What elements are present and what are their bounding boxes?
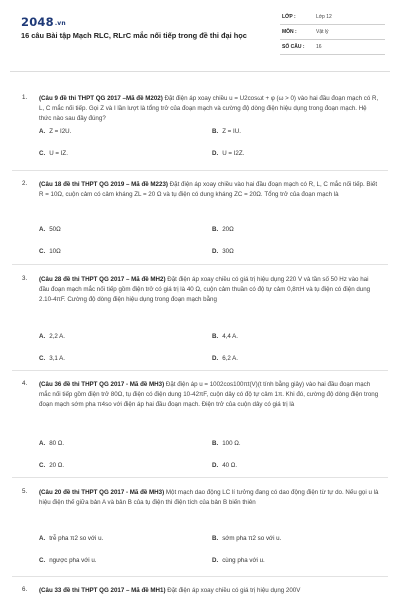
question-text bbox=[39, 586, 379, 596]
option-label: B. bbox=[212, 226, 219, 233]
option-text: 80 Ω. bbox=[49, 440, 65, 447]
option-text: Z = IU. bbox=[222, 128, 241, 135]
option-text: U = I2Z. bbox=[222, 150, 245, 157]
option-label: D. bbox=[212, 248, 219, 255]
option-text: 6,2 A. bbox=[222, 355, 239, 362]
question-number: 1. bbox=[22, 94, 28, 101]
option-label: C. bbox=[39, 355, 46, 362]
option-text: 40 Ω. bbox=[222, 462, 238, 469]
option-d[interactable] bbox=[212, 248, 234, 255]
option-label: A. bbox=[39, 226, 46, 233]
option-a[interactable] bbox=[39, 333, 65, 340]
option-text: U = IZ. bbox=[49, 150, 68, 157]
option-label: D. bbox=[212, 557, 219, 564]
question-number: 4. bbox=[22, 380, 28, 387]
question-source: (Câu 36 đề thi THPT QG 2017 - Mã đề MH3) bbox=[39, 381, 165, 388]
option-b[interactable] bbox=[212, 226, 234, 233]
option-label: A. bbox=[39, 535, 46, 542]
option-label: B. bbox=[212, 333, 219, 340]
option-label: B. bbox=[212, 128, 219, 135]
option-a[interactable] bbox=[39, 440, 64, 447]
site-logo[interactable] bbox=[21, 15, 66, 29]
meta-value: Lớp 12 bbox=[316, 14, 332, 20]
option-text: 100 Ω. bbox=[222, 440, 241, 447]
question-divider bbox=[12, 576, 388, 577]
option-label: A. bbox=[39, 440, 46, 447]
option-label: C. bbox=[39, 462, 46, 469]
option-c[interactable] bbox=[39, 248, 61, 255]
question-divider bbox=[12, 170, 388, 171]
option-a[interactable] bbox=[39, 535, 103, 542]
meta-label: LỚP : bbox=[282, 14, 296, 20]
question-source: (Câu 28 đề thi THPT QG 2017 – Mã đề MH2) bbox=[39, 276, 166, 283]
option-text: sớm pha π2 so với u. bbox=[222, 535, 282, 542]
page-header bbox=[0, 0, 400, 68]
meta-label: SỐ CÂU : bbox=[282, 44, 305, 50]
option-label: D. bbox=[212, 462, 219, 469]
option-text: 20Ω bbox=[222, 226, 234, 233]
question-text bbox=[39, 275, 379, 305]
option-label: A. bbox=[39, 128, 46, 135]
option-label: B. bbox=[212, 440, 219, 447]
question-body: Đặt điện áp xoay chiều vào hai đầu đoạn mạch có R, L, C mắc nối tiếp. Biết R = 10Ω, cuộn cảm có cảm kháng ZL = 20 Ω và tụ điện có dung kháng ZC = 20Ω. Tổng trở của đoạn mạch là bbox=[39, 181, 378, 198]
question-source: (Câu 9 đề thi THPT QG 2017 –Mã đề M202) bbox=[39, 95, 163, 102]
header-divider bbox=[10, 71, 390, 72]
option-b[interactable] bbox=[212, 440, 241, 447]
meta-table bbox=[280, 10, 385, 55]
option-label: D. bbox=[212, 150, 219, 157]
option-text: trễ pha π2 so với u. bbox=[49, 535, 104, 542]
option-label: A. bbox=[39, 333, 46, 340]
option-label: C. bbox=[39, 557, 46, 564]
question-text bbox=[39, 180, 379, 200]
question-source: (Câu 18 đề thi THPT QG 2019 – Mã đề M223) bbox=[39, 181, 168, 188]
question-body: Đặt điện áp xoay chiều có giá trị hiệu dụng 200V bbox=[165, 587, 301, 594]
question-text bbox=[39, 94, 379, 124]
option-c[interactable] bbox=[39, 557, 97, 564]
option-c[interactable] bbox=[39, 150, 68, 157]
option-b[interactable] bbox=[212, 333, 238, 340]
option-text: Z = I2U. bbox=[49, 128, 72, 135]
option-text: cùng pha với u. bbox=[222, 557, 265, 564]
option-text: 4,4 A. bbox=[222, 333, 239, 340]
meta-label: MÔN : bbox=[282, 29, 297, 35]
option-label: D. bbox=[212, 355, 219, 362]
option-c[interactable] bbox=[39, 462, 64, 469]
question-body: Một mạch dao động LC lí tưởng đang có dao động điện từ tự do. Nếu gọi u là hiệu điện thế giữa bản A và bản B của tụ điện thì điện tích của bản B biến thiên bbox=[39, 489, 379, 506]
meta-row-subject bbox=[280, 25, 385, 40]
question-source: (Câu 20 đề thi THPT QG 2017 - Mã đề MH3) bbox=[39, 489, 165, 496]
meta-row-class bbox=[280, 10, 385, 25]
option-a[interactable] bbox=[39, 226, 61, 233]
question-source: (Câu 33 đề thi THPT QG 2017 – Mã đề MH1) bbox=[39, 587, 166, 594]
option-text: 2,2 A. bbox=[49, 333, 66, 340]
question-divider bbox=[12, 477, 388, 478]
option-a[interactable] bbox=[39, 128, 71, 135]
question-divider bbox=[12, 264, 388, 265]
document-title: 16 câu Bài tập Mạch RLC, RLrC mắc nối tiếp trong đề thi đại học bbox=[21, 31, 247, 40]
logo-text: 2048 bbox=[21, 15, 54, 29]
question-number: 3. bbox=[22, 275, 28, 282]
meta-row-count bbox=[280, 40, 385, 55]
question-number: 2. bbox=[22, 180, 28, 187]
logo-tld: .vn bbox=[54, 20, 66, 27]
option-d[interactable] bbox=[212, 557, 265, 564]
option-d[interactable] bbox=[212, 462, 237, 469]
option-text: 3,1 A. bbox=[49, 355, 66, 362]
option-text: 20 Ω. bbox=[49, 462, 65, 469]
question-body: Đặt điện áp xoay chiều có giá trị hiệu dụng 220 V và tần số 50 Hz vào hai đầu đoạn mạch mắc nối tiếp gồm điện trở có giá trị là 40 Ω, cuộn cảm thuần có độ tự cảm 0,8πH và tụ điện có điện dung 2.10-4πF. Cường độ dòng điện hiệu dụng trong đoạn mạch bằng bbox=[39, 276, 371, 303]
option-d[interactable] bbox=[212, 150, 244, 157]
question-divider bbox=[12, 370, 388, 371]
option-label: C. bbox=[39, 150, 46, 157]
option-text: ngược pha với u. bbox=[49, 557, 97, 564]
option-b[interactable] bbox=[212, 128, 241, 135]
meta-value: 16 bbox=[316, 44, 322, 50]
option-text: 10Ω bbox=[49, 248, 61, 255]
question-text bbox=[39, 380, 379, 410]
option-label: C. bbox=[39, 248, 46, 255]
question-body: Đặt điện áp u = 1002cos100πt(V)(t tính bằng giây) vào hai đầu đoạn mạch mắc nối tiếp gồm điện trở 80Ω, tụ điện có điện dung 10-42πF, cuộn dây có độ tự cảm 1π. Khi đó, cường độ dòng điện trong đoạn mạch sớm pha π4so với điện áp hai đầu đoạn mạch. Điện trở của cuộn dây có giá trị là bbox=[39, 381, 379, 408]
option-text: 50Ω bbox=[49, 226, 61, 233]
question-body: Đặt điện áp xoay chiều u = U2cosωt + φ (ω > 0) vào hai đầu đoạn mạch có R, L, C mắc nối tiếp. Gọi Z và I lần lượt là tổng trở của đoạn mạch và cường độ dòng điện hiệu dụng trong đoạn mạch. Hệ thức nào sau đây đúng? bbox=[39, 95, 379, 122]
option-text: 30Ω bbox=[222, 248, 234, 255]
option-label: B. bbox=[212, 535, 219, 542]
question-number: 6. bbox=[22, 586, 28, 593]
question-number: 5. bbox=[22, 488, 28, 495]
meta-value: Vật lý bbox=[316, 29, 329, 35]
option-c[interactable] bbox=[39, 355, 65, 362]
option-d[interactable] bbox=[212, 355, 238, 362]
option-b[interactable] bbox=[212, 535, 281, 542]
question-text bbox=[39, 488, 379, 508]
